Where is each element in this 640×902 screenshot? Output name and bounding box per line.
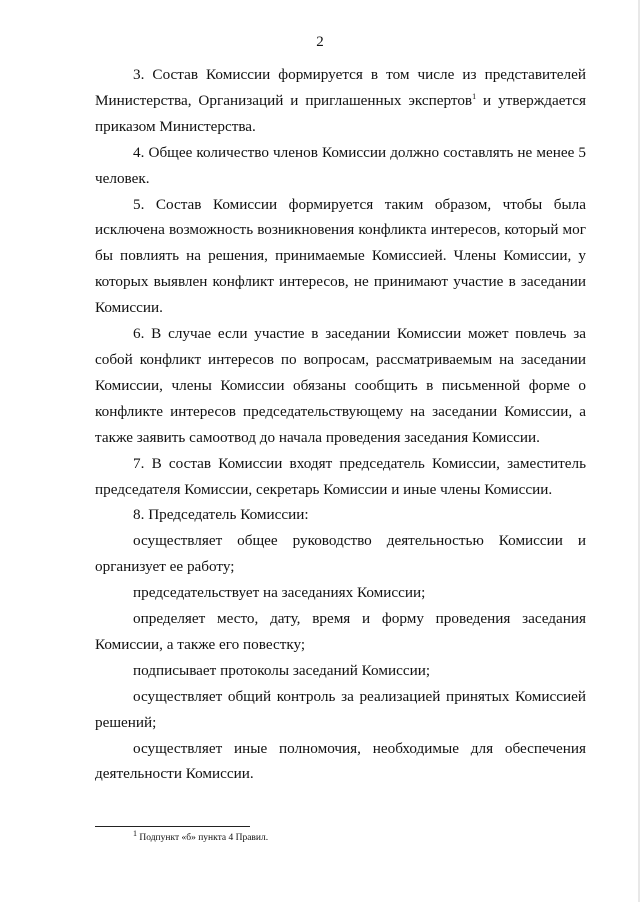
- paragraph-4: 4. Общее количество членов Комиссии должно составлять не менее 5 человек.: [95, 143, 586, 187]
- footnote-marker: 1: [133, 828, 137, 838]
- chairman-duty-item: подписывает протоколы заседаний Комиссии;: [133, 661, 431, 679]
- paragraph-7: 7. В состав Комиссии входят председатель Комиссии, заместитель председателя Комиссии, секретарь Комиссии и иные члены Комиссии.: [95, 454, 586, 498]
- chairman-duty-item: определяет место, дату, время и форму проведения заседания Комиссии, а также его повестку;: [95, 610, 586, 653]
- paragraph-6: 6. В случае если участие в заседании Комиссии может повлечь за собой конфликт интересов по вопросам, рассматриваемым на заседании Комиссии, члены Комиссии обязаны сообщить в письменной форме о конфликте интересов председательствующему на заседании Комиссии, а также заявить самоотвод до начала проведения заседания Комиссии.: [95, 325, 586, 446]
- paragraph-3-text-end: и утверждается приказом Министерства.: [95, 91, 586, 135]
- page-number: 2: [316, 34, 324, 50]
- chairman-duty-item: осуществляет общее руководство деятельностью Комиссии и организует ее работу;: [95, 532, 586, 576]
- paragraph-8: 8. Председатель Комиссии:: [133, 506, 309, 524]
- footnote: [133, 828, 269, 844]
- footnote-text: Подпункт «б» пункта 4 Правил.: [137, 833, 269, 843]
- chairman-duty-item: осуществляет общий контроль за реализацией принятых Комиссией решений;: [95, 687, 586, 731]
- chairman-duty-item: осуществляет иные полномочия, необходимые для обеспечения деятельности Комиссии.: [95, 739, 586, 783]
- footnote-separator: [95, 826, 250, 827]
- paragraph-3: [95, 62, 586, 140]
- document-body: [95, 62, 586, 787]
- chairman-duty-item: председательствует на заседаниях Комиссии;: [133, 584, 426, 602]
- footnote-reference[interactable]: 1: [472, 91, 477, 101]
- paragraph-5: 5. Состав Комиссии формируется таким образом, чтобы была исключена возможность возникновения конфликта интересов, который мог бы повлиять на решения, принимаемые Комиссией. Члены Комиссии, у которых выявлен конфликт интересов, не принимают участие в заседании Комиссии.: [95, 195, 586, 317]
- paragraph-3-text: 3. Состав Комиссии формируется в том числе из представителей Министерства, Организаций и приглашенных экспертов: [95, 66, 586, 109]
